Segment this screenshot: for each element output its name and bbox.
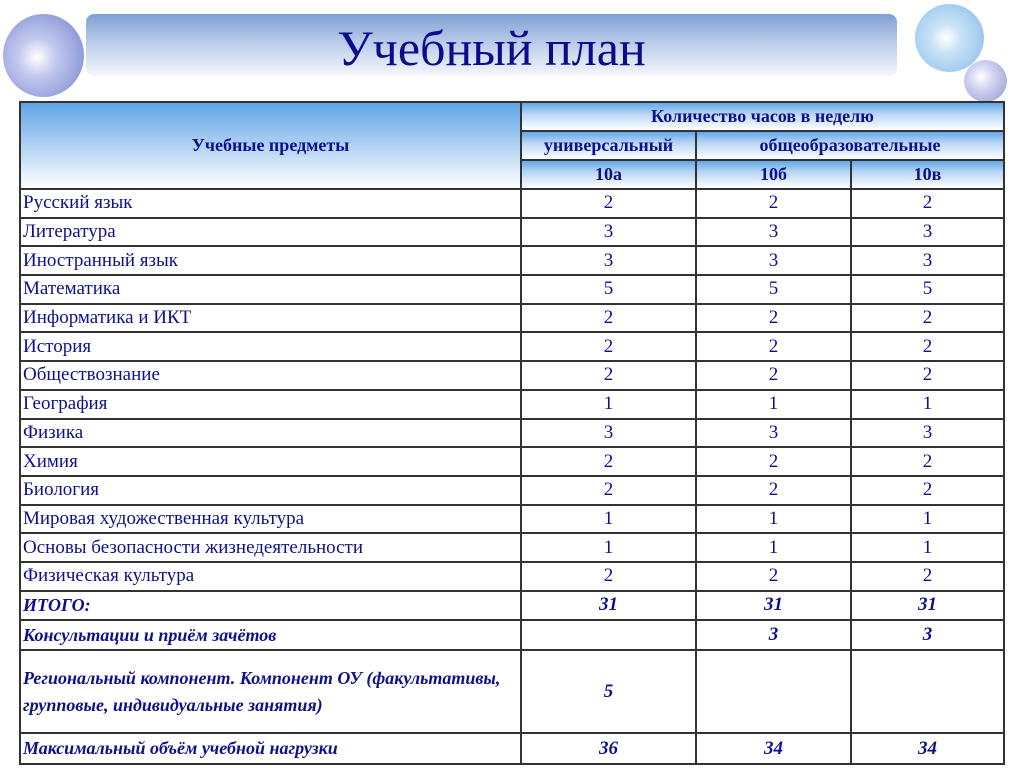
- table-row: [20, 275, 1004, 304]
- decorative-sphere-right-large: [915, 4, 984, 72]
- table-row: [20, 476, 1004, 505]
- hours-cell: 1: [851, 533, 1004, 562]
- hours-cell: 2: [851, 189, 1004, 218]
- table-row: [20, 390, 1004, 419]
- table-row: [20, 304, 1004, 333]
- subject-name: Литература: [20, 218, 521, 247]
- summary-label: ИТОГО:: [20, 591, 521, 621]
- summary-hours-cell: [521, 620, 696, 650]
- table-row: [20, 533, 1004, 562]
- hours-cell: 2: [521, 189, 696, 218]
- hours-cell: 2: [851, 332, 1004, 361]
- hours-cell: 2: [521, 447, 696, 476]
- hours-cell: 2: [851, 304, 1004, 333]
- subject-name: Основы безопасности жизнедеятельности: [20, 533, 521, 562]
- consultations-row: [20, 620, 1004, 650]
- table-row: [20, 218, 1004, 247]
- subject-name: Физическая культура: [20, 562, 521, 591]
- hours-cell: 5: [696, 275, 851, 304]
- subject-name: География: [20, 390, 521, 419]
- subject-name: Биология: [20, 476, 521, 505]
- subject-name: Иностранный язык: [20, 246, 521, 275]
- hours-cell: 5: [521, 275, 696, 304]
- hours-cell: 2: [696, 361, 851, 390]
- summary-hours-cell: 36: [521, 733, 696, 764]
- subject-name: Физика: [20, 419, 521, 448]
- table-row: [20, 361, 1004, 390]
- hours-cell: 1: [851, 390, 1004, 419]
- subject-name: Информатика и ИКТ: [20, 304, 521, 333]
- subject-name: Русский язык: [20, 189, 521, 218]
- header-subjects: Учебные предметы: [20, 102, 521, 189]
- table-row: [20, 562, 1004, 591]
- summary-hours-cell: [696, 650, 851, 733]
- hours-cell: 2: [696, 332, 851, 361]
- hours-cell: 2: [521, 562, 696, 591]
- table-row: [20, 246, 1004, 275]
- table-row: [20, 505, 1004, 534]
- hours-cell: 2: [696, 447, 851, 476]
- hours-cell: 2: [851, 361, 1004, 390]
- hours-cell: 1: [521, 390, 696, 419]
- hours-cell: 1: [696, 390, 851, 419]
- summary-hours-cell: [851, 650, 1004, 733]
- curriculum-table: [19, 101, 1005, 765]
- hours-cell: 3: [521, 218, 696, 247]
- summary-hours-cell: 5: [521, 650, 696, 733]
- subject-name: Химия: [20, 447, 521, 476]
- summary-label: Консультации и приём зачётов: [20, 620, 521, 650]
- summary-hours-cell: 31: [521, 591, 696, 621]
- summary-hours-cell: 3: [696, 620, 851, 650]
- hours-cell: 3: [696, 246, 851, 275]
- summary-hours-cell: 31: [696, 591, 851, 621]
- hours-cell: 3: [851, 419, 1004, 448]
- summary-label: Региональный компонент. Компонент ОУ (факультативы, групповые, индивидуальные занятия): [20, 650, 521, 733]
- hours-cell: 2: [521, 332, 696, 361]
- hours-cell: 1: [521, 533, 696, 562]
- header-class-10a: 10а: [521, 160, 696, 189]
- decorative-sphere-right-small: [964, 60, 1007, 102]
- summary-hours-cell: 3: [851, 620, 1004, 650]
- hours-cell: 3: [521, 419, 696, 448]
- summary-label: Максимальный объём учебной нагрузки: [20, 733, 521, 764]
- hours-cell: 2: [521, 304, 696, 333]
- header-class-10v: 10в: [851, 160, 1004, 189]
- header-hours-per-week: Количество часов в неделю: [521, 102, 1004, 131]
- summary-hours-cell: 34: [851, 733, 1004, 764]
- page-title: Учебный план: [337, 20, 646, 76]
- decorative-sphere-left: [3, 14, 84, 97]
- hours-cell: 1: [851, 505, 1004, 534]
- subject-name: Мировая художественная культура: [20, 505, 521, 534]
- max-load-row: [20, 733, 1004, 764]
- hours-cell: 2: [521, 476, 696, 505]
- hours-cell: 1: [696, 533, 851, 562]
- table-row: [20, 189, 1004, 218]
- hours-cell: 5: [851, 275, 1004, 304]
- hours-cell: 2: [696, 562, 851, 591]
- table-row: [20, 332, 1004, 361]
- summary-hours-cell: 34: [696, 733, 851, 764]
- hours-cell: 2: [521, 361, 696, 390]
- header-group-general: общеобразовательные: [696, 131, 1004, 160]
- regional-component-row: [20, 650, 1004, 733]
- hours-cell: 2: [696, 304, 851, 333]
- hours-cell: 3: [696, 419, 851, 448]
- table-row: [20, 419, 1004, 448]
- hours-cell: 3: [521, 246, 696, 275]
- hours-cell: 2: [696, 476, 851, 505]
- subject-name: Математика: [20, 275, 521, 304]
- hours-cell: 2: [696, 189, 851, 218]
- summary-hours-cell: 31: [851, 591, 1004, 621]
- subject-name: Обществознание: [20, 361, 521, 390]
- hours-cell: 2: [851, 447, 1004, 476]
- table-row: [20, 447, 1004, 476]
- header-class-10b: 10б: [696, 160, 851, 189]
- hours-cell: 1: [696, 505, 851, 534]
- hours-cell: 2: [851, 476, 1004, 505]
- total-row: [20, 591, 1004, 621]
- hours-cell: 3: [696, 218, 851, 247]
- hours-cell: 2: [851, 562, 1004, 591]
- hours-cell: 3: [851, 218, 1004, 247]
- header-group-universal: универсальный: [521, 131, 696, 160]
- hours-cell: 1: [521, 505, 696, 534]
- hours-cell: 3: [851, 246, 1004, 275]
- subject-name: История: [20, 332, 521, 361]
